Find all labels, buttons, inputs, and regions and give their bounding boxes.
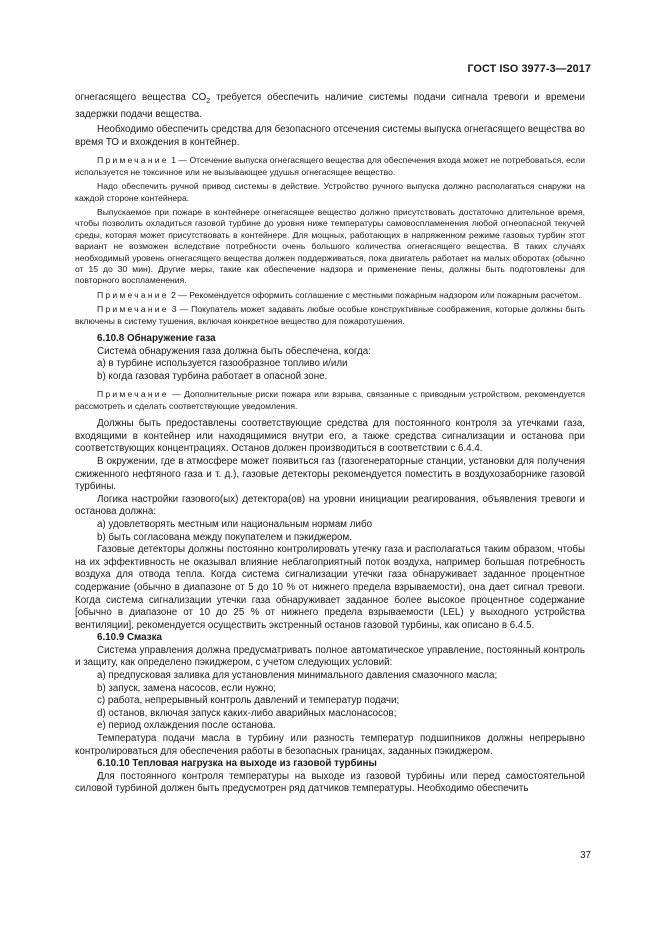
document-id-header: ГОСТ ISO 3977-3—2017 xyxy=(467,63,591,75)
paragraph: Для постоянного контроля температуры на выходе из газовой турбины или перед самостоятельной силовой турбиной должен быть предусмотрен ряд датчиков температуры. Необходимо обеспечить xyxy=(75,770,585,795)
note-label: Примечание xyxy=(97,304,169,315)
page-content xyxy=(75,92,585,796)
note-text: 3 — Покупатель может задавать любые особые конструктивные соображения, которые должны быть включены в систему тушения, включая конкретное вещество для пожаротушения. xyxy=(75,304,585,326)
subscript: 2 xyxy=(206,97,211,105)
list-item: b) когда газовая турбина работает в опасной зоне. xyxy=(97,370,328,382)
small-paragraph: Надо обеспечить ручной привод системы в действие. Устройство ручного выпуска должно располагаться снаружи на каждой стороне контейнера. xyxy=(75,181,585,203)
note-text: 2 — Рекомендуется оформить соглашение с местными пожарным надзором или пожарным расчетом. xyxy=(168,289,581,300)
note-text: — Дополнительные риски пожара или взрыва, связанные с приводным устройством, рекомендуется рассмотреть и сделать соответствующие уведомления. xyxy=(75,389,585,411)
section-heading-6-10-9: 6.10.9 Смазка xyxy=(97,632,162,644)
list-item: a) удовлетворять местным или национальным нормам либо xyxy=(97,518,373,530)
note-label: Примечание xyxy=(97,289,169,300)
list-item: b) быть согласована между покупателем и пэкиджером. xyxy=(97,531,352,543)
note-label: Примечание xyxy=(97,155,169,166)
paragraph: Система обнаружения газа должна быть обеспечена, когда: xyxy=(97,345,371,357)
list-item: a) предпусковая заливка для установления минимального давления смазочного масла; xyxy=(97,670,498,682)
paragraph: Необходимо обеспечить средства для безопасного отсечения системы выпуска огнегасящего вещества во время ТО и вхождения в контейнер. xyxy=(75,124,585,148)
list-item: a) в турбине используется газообразное топливо и/или xyxy=(97,358,348,370)
note xyxy=(75,389,585,412)
note-label: Примечание xyxy=(97,389,169,400)
section-heading-6-10-8: 6.10.8 Обнаружение газа xyxy=(97,333,216,345)
paragraph: В окружении, где в атмосфере может появиться газ (газогенераторные станции, установки для получения сжиженного нефтяного газа и т. д.), газовые детекторы рекомендуется поместить в воздухозаборнике газовой турбины. xyxy=(75,455,585,493)
note xyxy=(75,155,585,178)
list-item: c) работа, непрерывный контроль давлений и температур подачи; xyxy=(97,695,400,707)
section-heading-6-10-10: 6.10.10 Тепловая нагрузка на выходе из газовой турбины xyxy=(97,758,377,770)
list-item: e) период охлаждения после останова. xyxy=(97,720,276,732)
note xyxy=(75,290,585,301)
text: требуется обеспечить наличие системы подачи сигнала тревоги и времени задержки подачи вещества. xyxy=(75,92,585,120)
text: огнегасящего вещества СО xyxy=(75,92,207,103)
list-item: d) останов, включая запуск каких-либо аварийных маслонасосов; xyxy=(97,707,397,719)
paragraph: Должны быть предоставлены соответствующие средства для постоянного контроля за утечками газа, входящими в контейнер или находящимися внутри его, а также средства сигнализации и останова при соответствующих концентрациях. Останов должен производиться в соответствии с 6.4.4. xyxy=(75,418,585,455)
paragraph: Логика настройки газового(ых) детектора(ов) на уровни инициации реагирования, объявления тревоги и останова должна: xyxy=(75,493,585,518)
note xyxy=(75,304,585,327)
paragraph: Температура подачи масла в турбину или разность температур подшипников должны непрерывно контролироваться для обеспечения работы в безопасных границах, заданных пэкиджером. xyxy=(75,733,585,757)
paragraph xyxy=(75,92,585,121)
page-number: 37 xyxy=(580,850,591,861)
note-text: 1 — Отсечение выпуска огнегасящего вещества для обеспечения входа может не потребоваться, если используется не токсичное или не вызывающее удушья огнегасящее вещество. xyxy=(75,155,585,177)
paragraph: Система управления должна предусматривать полное автоматическое управление, постоянный контроль и защиту, как определено пэкиджером, с учетом следующих условий: xyxy=(75,644,585,669)
list-item: b) запуск, замена насосов, если нужно; xyxy=(97,682,277,694)
paragraph: Газовые детекторы должны постоянно контролировать утечку газа и располагаться таким образом, чтобы на их эффективность не оказывал влияние неблагоприятный поток воздуха, например большая потребность воздуха для отвода тепла. Когда система сигнализации утечки газа обнаруживает заданное процентное содержание (обычно в диапазоне от 5 до 10 % от нижнего предела взрываемости), она дает сигнал тревоги. Когда система сигнализации утечки газа обнаруживает заданное более высокое процентное содержание [обычно в диапазоне от 10 до 25 % от нижнего предела взрываемости (LEL) у выходного устройства вентиляции], рекомендуется осуществить экстренный останов газовой турбины, как описано в 6.4.5. xyxy=(75,544,585,631)
small-paragraph: Выпускаемое при пожаре в контейнере огнегасящее вещество должно присутствовать достаточно длительное время, чтобы позволить охладиться газовой турбине до уровня ниже температуры самовоспламенения любой огнеопасной текучей среды, которая может присутствовать в контейнере. Для мощных, работающих в напряженном режиме газовых турбин этот вариант не возможен вследствие потребности очень большого количества огнегасящего вещества. В таких случаях необходимый уровень огнегасящего вещества должен поддерживаться, пока двигатель работает на малых оборотах (обычно от 15 до 30 мин). Другие меры, такие как обеспечение надзора и применение пены, должны быть подготовлены для повторного воспламенения. xyxy=(75,206,585,286)
